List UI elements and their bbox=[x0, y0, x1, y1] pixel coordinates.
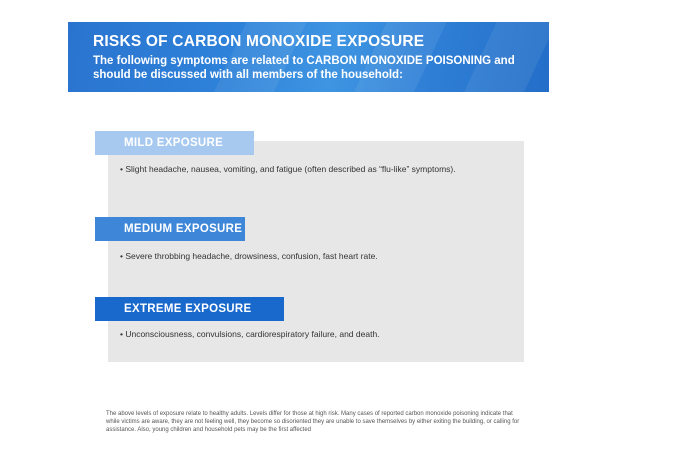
extreme-exposure-description: • Unconsciousness, convulsions, cardiorespiratory failure, and death. bbox=[120, 329, 380, 339]
page-subtitle: The following symptoms are related to CARBON MONOXIDE POISONING and should be discussed with all members of the household: bbox=[93, 55, 515, 81]
extreme-exposure-label: EXTREME EXPOSURE bbox=[95, 297, 284, 321]
footnote: The above levels of exposure relate to healthy adults. Levels differ for those at high risk. Many cases of reported carbon monoxide poisoning indicate that while victims are aware, they are not feeling well, they become so disoriented they are unable to save themselves by either exiting the building, or calling for assistance. Also, young children and household pets may be the first affected bbox=[106, 411, 520, 433]
mild-exposure-description: • Slight headache, nausea, vomiting, and fatigue (often described as “flu-like” symptoms). bbox=[120, 164, 456, 174]
page-title: RISKS OF CARBON MONOXIDE EXPOSURE bbox=[93, 33, 425, 50]
medium-exposure-label: MEDIUM EXPOSURE bbox=[95, 217, 245, 241]
header-banner bbox=[68, 22, 549, 92]
mild-exposure-label: MILD EXPOSURE bbox=[95, 131, 254, 155]
medium-exposure-description: • Severe throbbing headache, drowsiness, confusion, fast heart rate. bbox=[120, 251, 378, 261]
